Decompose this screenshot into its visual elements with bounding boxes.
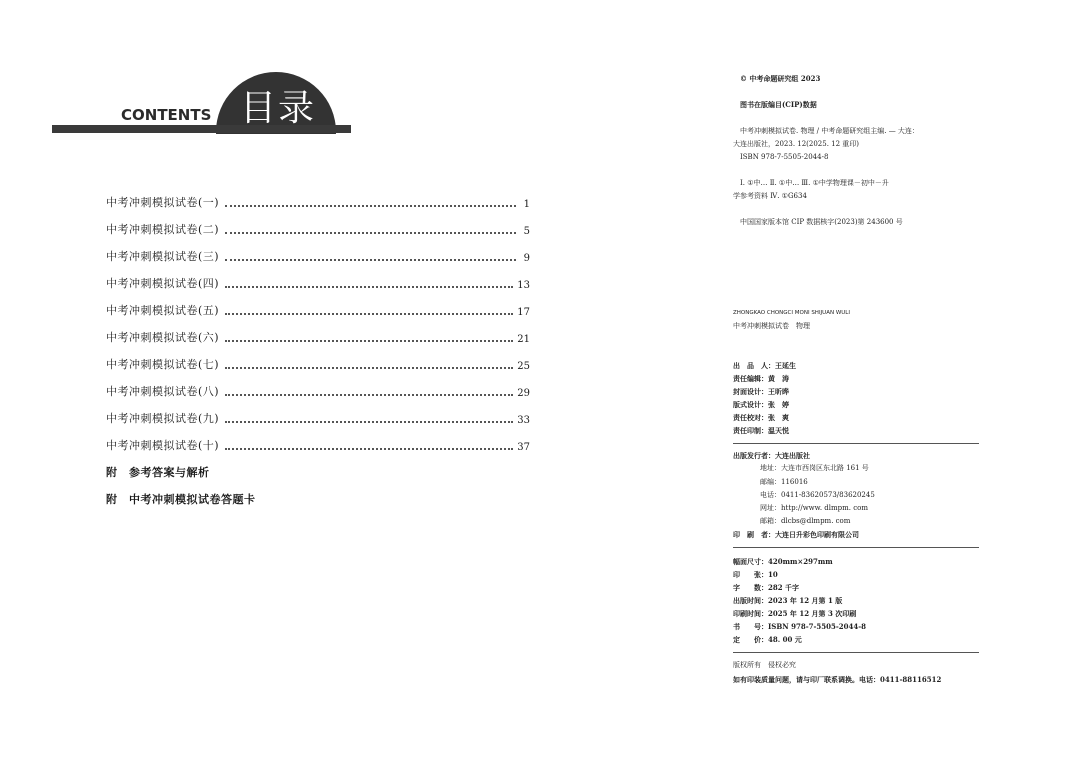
toc-entry[interactable] (106, 302, 530, 318)
toc-leader (225, 393, 513, 396)
toc-entry[interactable] (106, 194, 530, 210)
toc-entry[interactable] (106, 275, 530, 291)
spec-line: 定 价：48. 00 元 (733, 635, 802, 644)
toc-leader (225, 447, 513, 450)
book-title-pinyin: ZHONGKAO CHONGCI MONI SHIJUAN WULI (733, 310, 850, 316)
spec-line: 印 张：10 (733, 570, 778, 579)
cip-line: ISBN 978-7-5505-2044-8 (740, 153, 829, 161)
cip-line: 中考冲刺模拟试卷. 物理 / 中考命题研究组主编. — 大连： (740, 127, 919, 135)
staff-line: 责任编辑：黄 涛 (733, 374, 789, 383)
toc-leader (225, 339, 513, 342)
toc-title: 中考冲刺模拟试卷(十) (106, 439, 220, 452)
rights-notice: 版权所有 侵权必究 (733, 661, 796, 669)
quality-notice: 如有印装质量问题，请与印厂联系调换。电话：0411-88116512 (733, 675, 942, 684)
toc-appendix-answers[interactable]: 附 参考答案与解析 (106, 466, 210, 479)
staff-line: 责任校对：张 爽 (733, 413, 789, 422)
toc-page: 1 (523, 199, 530, 210)
toc-title: 中考冲刺模拟试卷(八) (106, 385, 220, 398)
divider (733, 443, 979, 444)
toc-title: 中考冲刺模拟试卷(二) (106, 223, 220, 236)
toc-page: 17 (517, 307, 530, 318)
toc-page: 25 (517, 361, 530, 372)
toc-leader (225, 231, 516, 234)
spec-line: 印刷时间：2025 年 12 月第 3 次印刷 (733, 609, 857, 618)
toc-title: 中考冲刺模拟试卷(三) (106, 250, 220, 263)
toc-page: 33 (517, 415, 530, 426)
divider (733, 547, 979, 548)
divider (733, 652, 979, 653)
toc-leader (225, 285, 513, 288)
toc-leader (225, 366, 513, 369)
toc-page: 21 (517, 334, 530, 345)
toc-page: 29 (517, 388, 530, 399)
toc-leader (225, 204, 516, 207)
toc-title: 中考冲刺模拟试卷(七) (106, 358, 220, 371)
toc-appendix-answer-sheet[interactable]: 附 中考冲刺模拟试卷答题卡 (106, 493, 256, 506)
publisher-website[interactable]: 网址：http://www. dlmpm. com (760, 504, 868, 512)
cip-record-number: 中国国家版本馆 CIP 数据核字(2023)第 243600 号 (740, 218, 903, 226)
toc-page: 13 (517, 280, 530, 291)
toc-entry[interactable] (106, 221, 530, 237)
cip-heading: 图书在版编目(CIP)数据 (740, 100, 817, 109)
toc-title: 中考冲刺模拟试卷(四) (106, 277, 220, 290)
publisher-postcode: 邮编：116016 (760, 478, 808, 486)
staff-line: 责任印制：温天悦 (733, 426, 789, 435)
toc-title: 中考冲刺模拟试卷(六) (106, 331, 220, 344)
cip-line: 学参考资料 Ⅳ. ①G634 (733, 192, 807, 200)
spec-line: 字 数：282 千字 (733, 583, 800, 592)
publisher-email[interactable]: 邮箱：dlcbs@dlmpm. com (760, 517, 851, 525)
staff-line: 版式设计：张 婷 (733, 400, 789, 409)
toc-entry[interactable] (106, 437, 530, 453)
toc-entry[interactable] (106, 329, 530, 345)
publisher-address: 地址：大连市西岗区东北路 161 号 (760, 464, 869, 472)
copyright-line: © 中考命题研究组 2023 (740, 74, 821, 83)
toc-leader (225, 258, 516, 261)
toc-page: 5 (523, 226, 530, 237)
staff-line: 封面设计：王昕晔 (733, 387, 789, 396)
cip-line: 大连出版社，2023. 12(2025. 12 重印) (733, 140, 860, 148)
cip-line: Ⅰ. ①中… Ⅱ. ①中… Ⅲ. ①中学物理课－初中－升 (740, 179, 889, 187)
contents-heading-cn: 目录 (240, 88, 317, 129)
book-title: 中考冲刺模拟试卷 物理 (733, 322, 810, 330)
toc-entry[interactable] (106, 383, 530, 399)
spec-line: 出版时间：2023 年 12 月第 1 版 (733, 596, 843, 605)
toc-leader (225, 312, 513, 315)
spec-line: 幅面尺寸：420mm×297mm (733, 557, 833, 566)
toc-entry[interactable] (106, 410, 530, 426)
toc-page: 9 (523, 253, 530, 264)
toc-title: 中考冲刺模拟试卷(九) (106, 412, 220, 425)
spec-line: 书 号：ISBN 978-7-5505-2044-8 (733, 622, 867, 631)
toc-title: 中考冲刺模拟试卷(一) (106, 196, 220, 209)
printer-line: 印 刷 者：大连日升彩色印刷有限公司 (733, 530, 859, 539)
publisher-phone: 电话：0411-83620573/83620245 (760, 491, 875, 499)
staff-line: 出 品 人：王延生 (733, 361, 796, 370)
toc-entry[interactable] (106, 356, 530, 372)
toc-leader (225, 420, 513, 423)
toc-title: 中考冲刺模拟试卷(五) (106, 304, 220, 317)
toc-page: 37 (517, 442, 530, 453)
toc-entry[interactable] (106, 248, 530, 264)
publisher-line: 出版发行者：大连出版社 (733, 451, 810, 460)
contents-heading-en: CONTENTS (121, 106, 212, 124)
